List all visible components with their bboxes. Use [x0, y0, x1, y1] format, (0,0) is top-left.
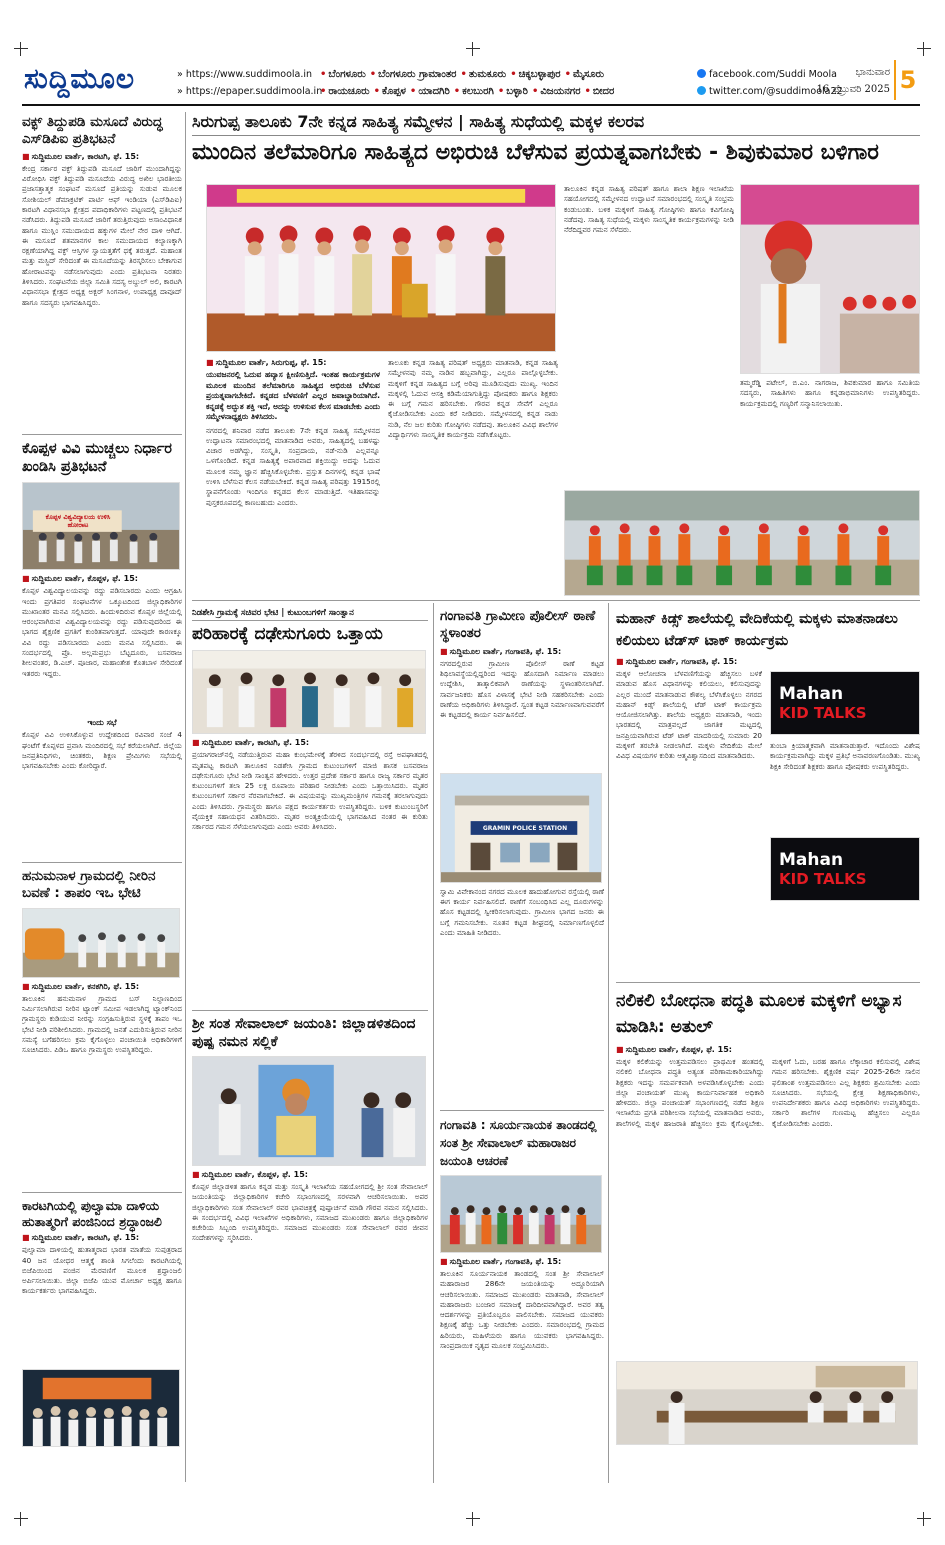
lead-story — [192, 112, 920, 597]
crop-mark — [466, 42, 480, 56]
district-item: • ಬೆಂಗಳೂರು ಗ್ರಾಮಾಂತರ — [370, 69, 457, 80]
story-body: ಪುಲ್ವಾಮಾ ದಾಳಿಯಲ್ಲಿ ಹುತಾತ್ಮರಾದ ಭಾರತ ಮಾತೆಯ ಸುಪುತ್ರರಾದ 40 ಜನ ಯೋಧರ ಆತ್ಮಕ್ಕೆ ಶಾಂತಿ ಸಿಗಲೆಂದು ಕಾರಟಗಿಯಲ್ಲಿ ಬಿಜೆಪಿಯಿಂದ ಪಂಜಿನ ಮೆರವಣಿಗೆ ಮೂಲಕ ಶ್ರದ್ಧಾಂಜಲಿ ಅರ್ಪಿಸಲಾಯಿತು. ಜಿಲ್ಲಾ ಬಿಜೆಪಿ ಯುವ ಮೋರ್ಚಾ ಅಧ್ಯಕ್ಷ ಹಾಗೂ ಕಾರ್ಯಕರ್ತರು ಭಾಗವಹಿಸಿದ್ದರು. — [22, 1245, 182, 1296]
protest-photo — [22, 482, 180, 570]
sevalal-celebration-photo — [440, 1175, 602, 1253]
mahan-kid-talks-banner — [770, 671, 920, 735]
lead-text-col-2 — [388, 358, 558, 594]
row-rule — [616, 982, 920, 983]
speaker-photo — [740, 184, 920, 374]
police-station-sign: GRAMIN POLICE STATION — [482, 824, 568, 832]
story-byline: ■ ಸುದ್ದಿಮೂಲ ವಾರ್ತೆ, ಕಾರಟಗಿ, ಫೆ. 15: — [22, 152, 182, 162]
sub-heading: ಇಂದು ಸಭೆ — [87, 718, 117, 728]
water-tank-photo — [22, 908, 180, 978]
left-story-4 — [22, 1198, 182, 1488]
story-byline: ■ ಸುದ್ದಿಮೂಲ ವಾರ್ತೆ, ಕೊಪ್ಪಳ, ಫೆ. 15: — [616, 1045, 920, 1055]
district-item: • ಕಲಬುರಗಿ — [454, 86, 494, 97]
mahan-banner-top: Mahan — [779, 850, 844, 870]
twitter-link[interactable]: twitter.com/@suddimoola22 — [709, 86, 843, 97]
column-rule — [608, 603, 609, 1483]
story-body: ತುಂಬಾ ಕ್ರಿಯಾತ್ಮಕವಾಗಿ ಮಾತನಾಡುತ್ತಾರೆ. ಇದೊಂದು ವಿಶೇಷ ಕಾರ್ಯಕ್ರಮವಾಗಿದ್ದು ಮಕ್ಕಳ ಪ್ರತಿಭೆ ಅನಾವರಣಗೊಂಡಿತು. ಮುಖ್ಯ ಶಿಕ್ಷಕಿ ಸೇರಿದಂತೆ ಶಿಕ್ಷಕರು ಹಾಗೂ ಪೋಷಕರು ಉಪಸ್ಥಿತರಿದ್ದರು. — [770, 741, 920, 771]
twitter-icon — [697, 86, 706, 95]
story-headline: ಕಾರಟಗಿಯಲ್ಲಿ ಪುಲ್ವಾಮಾ ದಾಳಿಯ ಹುತಾತ್ಮರಿಗೆ ಪಂಜಿನಿಂದ ಶ್ರದ್ಧಾಂಜಲಿ — [22, 1198, 162, 1229]
district-item: • ಬಳ್ಳಾರಿ — [498, 86, 528, 97]
story-body: ಕೇಂದ್ರ ಸರ್ಕಾರ ವಕ್ಫ್ ತಿದ್ದುಪಡಿ ಮಸೂದೆ ಜಾರಿಗೆ ಮುಂದಾಗಿದ್ದನ್ನು ವಿರೋಧಿಸಿ ವಕ್ಫ್ ತಿದ್ದುಪಡಿ ಮಸೂದೆಯ ವಿರುದ್ಧ ಅಖಿಲ ಭಾರತೀಯ ಪ್ರಜಾಸತ್ತಾತ್ಮಕ ಸಂಘಟನೆ ಮಸೂದೆ ಪ್ರತಿಯನ್ನು ಸುಡುವ ಮೂಲಕ ಸೋಶಿಯಲ್ ಡೆಮಾಕ್ರಟಿಕ್ ಪಾರ್ಟಿ ಆಫ್ ಇಂಡಿಯಾ (ಎಸ್‌ಡಿಪಿಐ) ಕಾರಟಗಿ ವಿಧಾನಸಭಾ ಕ್ಷೇತ್ರದ ಪದಾಧಿಕಾರಿಗಳು ಪಟ್ಟಣದಲ್ಲಿ ಪ್ರತಿಭಟನೆ ನಡೆಸಿದರು. ತಿದ್ದುಪಡಿ ಮಸೂದೆ ಜಾರಿಗೆ ತರುತ್ತಿರುವುದು ಅಸಾಂವಿಧಾನಿಕ ಹಾಗೂ ಮುಸ್ಲಿಂ ಸಮುದಾಯದ ಹಕ್ಕುಗಳ ಮೇಲೆ ನೇರ ದಾಳಿ ಆಗಿದೆ. ಈ ಮಸೂದೆ ಶತಮಾನಗಳ ಕಾಲ ಸಮುದಾಯದ ಕಲ್ಯಾಣಕ್ಕಾಗಿ ರಕ್ಷಣೆಯಾಗಿದ್ದ ವಕ್ಫ್ ಆಸ್ತಿಗಳ ಸ್ವಾಯತ್ತತೆಗೆ ಧಕ್ಕೆ ತರುತ್ತದೆ. ಮಹಾಂತ ಮತ್ತು ಮಸ್ಜಿದ್ ಸೇರಿದಂತೆ ಈ ಮಸೂದೆಯನ್ನು ತಿರಸ್ಕರಿಸಲು ಬೇಕಾಗುವ ಹೋರಾಟವನ್ನು ನಡೆಸಲಾಗುವುದು ಎಂದು ಪ್ರತಿಭಟನಾ ನಿರತರು ತಿಳಿಸಿದರು. ಸಂಘಟನೆಯ ಜಿಲ್ಲಾ ಸಮಿತಿ ಸದಸ್ಯ ಅಬ್ದುಲ್ ಅಲಿ, ಕಾರಟಗಿ ವಿಧಾನಸಭಾ ಕ್ಷೇತ್ರದ ಅಧ್ಯಕ್ಷ ಅಕ್ಬರ್ ಸಿಂಗನಾಳ, ಉಪಾಧ್ಯಕ್ಷ ದಾವೂದ್ ಹಾಗೂ ಸದಸ್ಯರು ಭಾಗವಹಿಸಿದ್ದರು. — [22, 163, 182, 307]
mahan-banner-top: Mahan — [779, 684, 844, 704]
row-rule — [22, 862, 182, 863]
district-item: • ತುಮಕೂರು — [460, 69, 506, 80]
story-headline: ಶ್ರೀ ಸಂತ ಸೇವಾಲಾಲ್ ಜಯಂತಿ: ಜಿಲ್ಲಾಡಳಿತದಿಂದ ಪುಷ್ಪ ನಮನ ಸಲ್ಲಿಕೆ — [192, 1016, 416, 1050]
crop-mark — [14, 1512, 28, 1526]
district-list — [320, 66, 690, 100]
story-headline: ಮಹಾನ್ ಕಿಡ್ಸ್ ಶಾಲೆಯಲ್ಲಿ ವೇದಿಕೆಯಲ್ಲಿ ಮಕ್ಕಳು ಮಾತನಾಡಲು ಕಲಿಯಲು ಟೆಡ್‌ಸ್ ಟಾಕ್ ಕಾರ್ಯಕ್ರಮ — [616, 611, 898, 649]
weekday: ಭಾನುವಾರ — [855, 67, 890, 78]
lead-text-col-1 — [206, 358, 380, 594]
mahan-banner-bottom: KID TALKS — [779, 704, 867, 722]
story-byline: ■ ಸುದ್ದಿಮೂಲ ವಾರ್ತೆ, ಕೊಪ್ಪಳ, ಫೆ. 15: — [22, 574, 182, 584]
story-byline: ■ ಸುದ್ದಿಮೂಲ ವಾರ್ತೆ, ಕಾರಟಗಿ, ಫೆ. 15: — [22, 1233, 182, 1243]
left-story-2 — [22, 440, 182, 860]
web-links — [177, 66, 322, 100]
lead-intro: ಯುವಜನರಲ್ಲಿ ಓದುವ ಹವ್ಯಾಸ ಕ್ಷೀಣಿಸುತ್ತಿದೆ. ಇಂತಹ ಕಾರ್ಯಕ್ರಮಗಳ ಮೂಲಕ ಮುಂದಿನ ತಲೆಮಾರಿಗೂ ಸಾಹಿತ್ಯದ ಅಭಿರುಚಿ ಬೆಳೆಸುವ ಪ್ರಯತ್ನವಾಗಬೇಕಿದೆ. ಕನ್ನಡದ ಬೆಳವಣಿಗೆ ಎಲ್ಲರ ಜವಾಬ್ದಾರಿಯಾಗಿದೆ. ಕನ್ನಡಕ್ಕೆ ಅದ್ಭುತ ಶಕ್ತಿ ಇದೆ, ಅದನ್ನು ಉಳಿಸುವ ಕೆಲಸ ಮಾಡಬೇಕು ಎಂದು ಸಮ್ಮೇಳನಾಧ್ಯಕ್ಷರು ತಿಳಿಸಿದರು. — [206, 370, 380, 421]
story-body: ತಾಲೂಕಿನ ಕನ್ನಡ ಸಾಹಿತ್ಯ ಪರಿಷತ್ ಹಾಗೂ ಶಾಲಾ ಶಿಕ್ಷಣ ಇಲಾಖೆಯ ಸಹಯೋಗದಲ್ಲಿ ಸಮ್ಮೇಳನದ ಉದ್ಘಾಟನೆ ಸಮಾರಂಭದಲ್ಲಿ ಸಂಸ್ಕೃತಿ ಸಂಭ್ರಮ ಕಂಡುಬಂತು. ಬಳಿಕ ಮಕ್ಕಳಿಗೆ ಸಾಹಿತ್ಯ ಗೋಷ್ಠಿಗಳು ಹಾಗೂ ಕವಿಗೋಷ್ಠಿ ನಡೆದವು. ಸಾಹಿತ್ಯ ಸುಧೆಯಲ್ಲಿ ಮಕ್ಕಳು ಸಾಂಸ್ಕೃತಿಕ ಕಾರ್ಯಕ್ರಮಗಳನ್ನು ನೀಡಿ ನೆರೆದಿದ್ದವರ ಗಮನ ಸೆಳೆದರು. — [564, 184, 734, 235]
issue-date — [812, 64, 890, 98]
district-item: • ಬೆಂಗಳೂರು — [320, 69, 366, 80]
story-headline: ಗಂಗಾವತಿ ಗ್ರಾಮೀಣ ಪೊಲೀಸ್ ಠಾಣೆ ಸ್ಥಳಾಂತರ — [440, 608, 596, 641]
story-body: ತಾಲೂಕಿನ ಸೂರ್ಯನಾಯಕ ತಾಂಡದಲ್ಲಿ ಸಂತ ಶ್ರೀ ಸೇವಾಲಾಲ್ ಮಹಾರಾಜರ 286ನೇ ಜಯಂತಿಯನ್ನು ಅದ್ದೂರಿಯಾಗಿ ಆಚರಿಸಲಾಯಿತು. ಸಮಾಜದ ಮುಖಂಡರು ಮಾತನಾಡಿ, ಸೇವಾಲಾಲ್ ಮಹಾರಾಜರು ಬಂಜಾರ ಸಮಾಜಕ್ಕೆ ದಾರಿದೀಪವಾಗಿದ್ದಾರೆ. ಅವರ ತತ್ವ ಆದರ್ಶಗಳನ್ನು ಪ್ರತಿಯೊಬ್ಬರೂ ಪಾಲಿಸಬೇಕು. ಸಮಾಜದ ಯುವಕರು ಶಿಕ್ಷಣಕ್ಕೆ ಹೆಚ್ಚು ಒತ್ತು ನೀಡಬೇಕು ಎಂದರು. ಸಮಾರಂಭದಲ್ಲಿ ಗ್ರಾಮದ ಹಿರಿಯರು, ಮಹಿಳೆಯರು ಹಾಗೂ ಯುವಕರು ಭಾಗವಹಿಸಿದ್ದರು. ಸಾಂಪ್ರದಾಯಿಕ ನೃತ್ಯದ ಮೂಲಕ ಸಂಭ್ರಮಿಸಿದರು. — [440, 1269, 604, 1351]
protest-banner-text: ಕೊಪ್ಪಳ ವಿಶ್ವವಿದ್ಯಾಲಯ ಉಳಿಸಿ ಹೋರಾಟ — [45, 513, 111, 530]
sub-body: ಕೊಪ್ಪಳ ವಿವಿ ಉಳಿಸಿಕೊಳ್ಳುವ ಉದ್ದೇಶದಿಂದ ರವಿವಾರ ಸಂಜೆ 4 ಘಂಟೆಗೆ ಕೊಪ್ಪಳದ ಪ್ರವಾಸಿ ಮಂದಿರದಲ್ಲಿ ಸಭೆ ಕರೆಯಲಾಗಿದೆ. ಜಿಲ್ಲೆಯ ಜನಪ್ರತಿನಿಧಿಗಳು, ಚಿಂತಕರು, ಶಿಕ್ಷಣ ಪ್ರೇಮಿಗಳು ಸಭೆಯಲ್ಲಿ ಭಾಗವಹಿಸಬೇಕು ಎಂದು ಕೋರಿದ್ದಾರೆ. — [22, 730, 182, 771]
story-headline: ಗಂಗಾವತಿ : ಸೂರ್ಯನಾಯಕ ತಾಂಡದಲ್ಲಿ ಸಂತ ಶ್ರೀ ಸೇವಾಲಾಲ್ ಮಹಾರಾಜರ ಜಯಂತಿ ಆಚರಣೆ — [440, 1118, 597, 1168]
mid-story-1 — [192, 608, 428, 1008]
story-kicker: ನಿಡಶೇಸಿ ಗ್ರಾಮಕ್ಕೆ ಸಚಿವರ ಭೇಟಿ | ಕುಟುಂಬಗಳಿಗೆ ಸಾಂತ್ವಾನ — [192, 608, 428, 621]
children-dance-photo — [564, 490, 920, 596]
crop-mark — [14, 42, 28, 56]
story-byline: ■ ಸುದ್ದಿಮೂಲ ವಾರ್ತೆ, ಗಂಗಾವತಿ, ಫೆ. 15: — [440, 1257, 604, 1267]
lead-headline: ಮುಂದಿನ ತಲೆಮಾರಿಗೂ ಸಾಹಿತ್ಯದ ಅಭಿರುಚಿ ಬೆಳೆಸುವ ಪ್ರಯತ್ನವಾಗಬೇಕು - ಶಿವುಕುಮಾರ ಬಳಿಗಾರ — [192, 140, 879, 165]
column-rule — [433, 603, 434, 1483]
police-station-photo — [440, 773, 602, 883]
story-body: ನಗರದಲ್ಲಿರುವ ಗ್ರಾಮೀಣ ಪೊಲೀಸ್ ಠಾಣೆ ಕಟ್ಟಡ ಶಿಥಿಲಾವಸ್ಥೆಯಲ್ಲಿದ್ದರಿಂದ ಇದನ್ನು ಹೊಸದಾಗಿ ನಿರ್ಮಾಣ ಮಾಡಲು ಉದ್ದೇಶಿಸಿ, ತಾತ್ಕಾಲಿಕವಾಗಿ ಠಾಣೆಯನ್ನು ಸ್ಥಳಾಂತರಿಸಲಾಗಿದೆ. ಸಾರ್ವಜನಿಕರು ಹೊಸ ವಿಳಾಸಕ್ಕೆ ಭೇಟಿ ನೀಡಿ ಸಹಕರಿಸಬೇಕು ಎಂದು ಠಾಣೆಯ ಅಧಿಕಾರಿಗಳು ತಿಳಿಸಿದ್ದಾರೆ. ಸ್ವಂತ ಕಟ್ಟಡ ನಿರ್ಮಾಣವಾಗುವವರೆಗೆ ಈ ಕಟ್ಟಡದಲ್ಲಿ ಕಾರ್ಯ ನಿರ್ವಹಿಸಲಿದೆ. — [440, 658, 604, 720]
newspaper-logo: ಸುದ್ದಿಮೂಲ — [24, 62, 136, 95]
story-body: ತಾಲೂಕಿನ ಹನುಮನಾಳ ಗ್ರಾಮದ ಬಸ್ ನಿಲ್ದಾಣದಿಂದ ನಿರ್ಮಿಸಲಾಗಿರುವ ನೀರಿನ ಟ್ಯಾಂಕ್ ಸಮೀಪ ಇಡಲಾಗಿದ್ದ ಟ್ಯಾಂಕ್‌ನಿಂದ ಗ್ರಾಮಸ್ಥರು ಕುಡಿಯುವ ನೀರನ್ನು ಸಂಗ್ರಹಿಸುತ್ತಿರುವ ಸ್ಥಳಕ್ಕೆ ತಾಪಂ ಇಒ ಭೇಟಿ ನೀಡಿ ಪರಿಶೀಲಿಸಿದರು. ಗ್ರಾಮದಲ್ಲಿ ಜನತೆ ಎದುರಿಸುತ್ತಿರುವ ನೀರಿನ ಸಮಸ್ಯೆ ಬಗೆಹರಿಸಲು ಕ್ರಮ ಕೈಗೊಳ್ಳಲು ಪಂಚಾಯಿತಿ ಅಧಿಕಾರಿಗಳಿಗೆ ಸೂಚಿಸಿದರು. ಪಿಡಿಒ ಹಾಗೂ ಗ್ರಾಮಸ್ಥರು ಉಪಸ್ಥಿತರಿದ್ದರು. — [22, 993, 182, 1055]
mid2-story-1 — [440, 608, 604, 1108]
district-item: • ಕೊಪ್ಪಳ — [374, 86, 406, 97]
story-body: ನಗರದಲ್ಲಿ ಶನಿವಾರ ನಡೆದ ತಾಲೂಕು 7ನೇ ಕನ್ನಡ ಸಾಹಿತ್ಯ ಸಮ್ಮೇಳನದ ಉದ್ಘಾಟನಾ ಸಮಾರಂಭದಲ್ಲಿ ಮಾತನಾಡಿದ ಅವರು, ಸಾಹಿತ್ಯದಲ್ಲಿ ಬಹಳಷ್ಟು ವಿಚಾರ ಅಡಗಿದ್ದು, ಸಂಸ್ಕೃತಿ, ಸಂಪ್ರದಾಯ, ನಡೆ-ನುಡಿ ಎಲ್ಲವನ್ನೂ ಒಳಗೊಂಡಿದೆ. ಕನ್ನಡ ಸಾಹಿತ್ಯಕ್ಕೆ ಅಪಾರವಾದ ಶಕ್ತಿಯಿದ್ದು ಅದನ್ನು ಓದುವ ಮೂಲಕ ನಮ್ಮ ಜ್ಞಾನ ಹೆಚ್ಚಿಸಿಕೊಳ್ಳಬೇಕು. ಪ್ರಸ್ತುತ ದಿನಗಳಲ್ಲಿ ಕನ್ನಡ ಭಾಷೆ ಉಳಿಸಿ ಬೆಳೆಸುವ ಕೆಲಸ ನಡೆಯಬೇಕಿದೆ. ಕನ್ನಡ ಸಾಹಿತ್ಯ ಪರಿಷತ್ತು 1915ರಲ್ಲಿ ಸ್ಥಾಪನೆಗೊಂಡು ಇಂದಿಗೂ ಕನ್ನಡದ ಕೆಲಸ ಮಾಡುತ್ತಿದೆ. ಇತಿಹಾಸವನ್ನು ಪುಸ್ತಕರೂಪದಲ್ಲಿ ಕಾಣಬಹುದು ಎಂದರು. — [206, 425, 380, 507]
story-headline: ನಲಿಕಲಿ ಬೋಧನಾ ಪದ್ಧತಿ ಮೂಲಕ ಮಕ್ಕಳಿಗೆ ಅಭ್ಯಾಸ ಮಾಡಿಸಿ: ಅತುಲ್ — [616, 991, 902, 1037]
story-byline: ■ ಸುದ್ದಿಮೂಲ ವಾರ್ತೆ, ಕನಕಗಿರಿ, ಫೆ. 15: — [22, 982, 182, 992]
review-meeting-photo — [616, 1361, 918, 1445]
row-rule — [22, 1192, 182, 1193]
crop-mark — [917, 42, 931, 56]
story-byline: ■ ಸುದ್ದಿಮೂಲ ವಾರ್ತೆ, ಕೊಪ್ಪಳ, ಫೆ. 15: — [192, 1170, 428, 1180]
right-story-1 — [616, 608, 920, 980]
story-byline: ■ ಸುದ್ದಿಮೂಲ ವಾರ್ತೆ, ಗಂಗಾವತಿ, ಫೆ. 15: — [440, 647, 604, 657]
lead-kicker: ಸಿರುಗುಪ್ಪ ತಾಲೂಕು 7ನೇ ಕನ್ನಡ ಸಾಹಿತ್ಯ ಸಮ್ಮೇಳನ | ಸಾಹಿತ್ಯ ಸುಧೆಯಲ್ಲಿ ಮಕ್ಕಳ ಕಲರವ — [192, 112, 920, 136]
crop-mark — [466, 1512, 480, 1526]
story-byline: ■ ಸುದ್ದಿಮೂಲ ವಾರ್ತೆ, ಕಾರಟಗಿ, ಫೆ. 15: — [192, 738, 428, 748]
story-body: ಮಕ್ಕಳ ಆಲೋಚನಾ ಬೆಳವಣಿಗೆಯನ್ನು ಹೆಚ್ಚಿಸಲು ಬಳಕೆ ಮಾಡುವ ಹೊಸ ವಿಧಾನಗಳನ್ನು ಕಲಿಯಲು, ಕಲಿಸುವುದನ್ನು ಎಲ್ಲರ ಮುಂದೆ ಮಾತನಾಡುವ ಕೌಶಲ್ಯ ಬೆಳೆಸಿಕೊಳ್ಳಲು ನಗರದ ಮಹಾನ್ ಕಿಡ್ಸ್ ಶಾಲೆಯಲ್ಲಿ ಟೆಡ್ ಟಾಕ್ ಕಾರ್ಯಕ್ರಮ ಆಯೋಜಿಸಲಾಗಿತ್ತು. ಶಾಲೆಯ ಅಧ್ಯಕ್ಷರು ಮಾತನಾಡಿ, ಇಂದು ಭಾರತದಲ್ಲಿ ಮಾತ್ರವಲ್ಲದೆ ಜಾಗತಿಕ ಮಟ್ಟದಲ್ಲಿ ಜನಪ್ರಿಯವಾಗಿರುವ ಟೆಡ್ ಟಾಕ್ ಮಾದರಿಯಲ್ಲಿ ಸುಮಾರು 20 ಮಕ್ಕಳಿಗೆ ತರಬೇತಿ ನೀಡಲಾಗಿದೆ. ಮಕ್ಕಳು ವೇದಿಕೆಯ ಮೇಲೆ ವಿವಿಧ ವಿಷಯಗಳ ಕುರಿತು ಆತ್ಮವಿಶ್ವಾಸದಿಂದ ಮಾತನಾಡಿದರು. — [616, 669, 762, 761]
district-item: • ರಾಯಚೂರು — [320, 86, 370, 97]
mid-story-2 — [192, 1016, 428, 1486]
story-body: ಸ್ವಾಮಿ ವಿವೇಕಾನಂದ ನಗರದ ಮೂಲಕ ಹಾದುಹೋಗುವ ರಸ್ತೆಯಲ್ಲಿ ಠಾಣೆ ಈಗ ಕಾರ್ಯ ನಿರ್ವಹಿಸಲಿದೆ. ಠಾಣೆಗೆ ಸಂಬಂಧಿಸಿದ ಎಲ್ಲ ದೂರುಗಳನ್ನು ಹೊಸ ಕಟ್ಟಡದಲ್ಲಿ ಸ್ವೀಕರಿಸಲಾಗುವುದು. ಗ್ರಾಮೀಣ ಭಾಗದ ಜನರು ಈ ಬಗ್ಗೆ ಗಮನಿಸಬೇಕು. ನೂತನ ಕಟ್ಟಡ ಶೀಘ್ರದಲ್ಲಿ ನಿರ್ಮಾಣಗೊಳ್ಳಲಿದೆ ಎಂದು ಮಾಹಿತಿ ನೀಡಿದರು. — [440, 886, 604, 937]
story-headline: ಹನುಮನಾಳ ಗ್ರಾಮದಲ್ಲಿ ನೀರಿನ ಬವಣೆ : ತಾಪಂ ಇಒ ಭೇಟಿ — [22, 868, 156, 901]
mid2-story-2 — [440, 1116, 604, 1486]
district-item: • ಚಿಕ್ಕಬಳ್ಳಾಪುರ — [510, 69, 560, 80]
district-item: • ಯಾದಗಿರಿ — [410, 86, 450, 97]
row-rule — [192, 600, 920, 601]
page-number: 5 — [894, 60, 920, 100]
story-headline: ಕೊಪ್ಪಳ ವಿವಿ ಮುಚ್ಚಲು ನಿರ್ಧಾರ ಖಂಡಿಸಿ ಪ್ರತಿಭಟನೆ — [22, 441, 172, 476]
website-link[interactable]: » https://www.suddimoola.in — [177, 66, 322, 83]
stage-inauguration-photo — [206, 184, 556, 352]
newspaper-page — [22, 58, 920, 1498]
story-headline: ವಕ್ಫ್ ತಿದ್ದುಪಡಿ ಮಸೂದೆ ವಿರುದ್ಧ ಎಸ್‌ಡಿಪಿಐ ಪ್ರತಿಭಟನೆ — [22, 114, 163, 147]
right-story-body-wrap — [616, 669, 920, 969]
facebook-icon — [697, 69, 706, 78]
right-story-2 — [616, 988, 920, 1488]
facebook-link[interactable]: facebook.com/Suddi Moola — [709, 69, 837, 80]
row-rule — [22, 434, 182, 435]
condolence-visit-photo — [192, 650, 426, 734]
mahan-banner-bottom: KID TALKS — [779, 870, 867, 888]
story-body: ಪ್ರಯಾಗರಾಜ್‌ನಲ್ಲಿ ನಡೆಯುತ್ತಿರುವ ಮಹಾ ಕುಂಭಮೇಳಕ್ಕೆ ತೆರಳಿದ ಸಂದರ್ಭದಲ್ಲಿ ರಸ್ತೆ ಅಪಘಾತದಲ್ಲಿ ಮೃತಪಟ್ಟ ಕಾರಟಗಿ ತಾಲೂಕಿನ ನಿಡಶೇಸಿ ಗ್ರಾಮದ ಕುಟುಂಬಗಳಿಗೆ ಮಾಜಿ ಶಾಸಕ ಬಸವರಾಜ ದಢೇಸುಗೂರು ಭೇಟಿ ನೀಡಿ ಸಾಂತ್ವನ ಹೇಳಿದರು. ಉತ್ತರ ಪ್ರದೇಶ ಸರ್ಕಾರ ಹಾಗೂ ರಾಜ್ಯ ಸರ್ಕಾರ ಮೃತರ ಕುಟುಂಬಗಳಿಗೆ ತಲಾ 25 ಲಕ್ಷ ರೂಪಾಯಿ ಪರಿಹಾರ ನೀಡಬೇಕು ಎಂದು ಒತ್ತಾಯಿಸಿದರು. ಮೃತರ ಕುಟುಂಬಗಳಿಗೆ ಸರ್ಕಾರ ನೆರವಾಗಬೇಕಿದೆ. ಈ ವಿಷಯವನ್ನು ಮುಖ್ಯಮಂತ್ರಿಗಳ ಗಮನಕ್ಕೆ ತರಲಾಗುವುದು ಎಂದು ತಿಳಿಸಿದರು. ಗ್ರಾಮಸ್ಥರು ಹಾಗೂ ಪಕ್ಷದ ಕಾರ್ಯಕರ್ತರು ಉಪಸ್ಥಿತರಿದ್ದರು. ಬಳಿಕ ಕುಟುಂಬಸ್ಥರಿಗೆ ವೈಯಕ್ತಿಕ ಸಹಾಯಧನ ವಿತರಿಸಿದರು. ಮೃತರ ಅಂತ್ಯಕ್ರಿಯೆಯಲ್ಲಿ ಭಾಗವಹಿಸಿದ ನಂತರ ಈ ಕುರಿತು ಸರ್ಕಾರದ ಗಮನ ಸೆಳೆಯಲಾಗುವುದು ಎಂದು ಅವರು ತಿಳಿಸಿದರು. — [192, 750, 428, 832]
story-body: ಮಕ್ಕಳ ಕಲಿಕೆಯನ್ನು ಉತ್ತಮಪಡಿಸಲು ಪ್ರಾಥಮಿಕ ಹಂತದಲ್ಲಿ ನಲಿಕಲಿ ಬೋಧನಾ ಪದ್ಧತಿ ಅತ್ಯಂತ ಪರಿಣಾಮಕಾರಿಯಾಗಿದ್ದು ಶಿಕ್ಷಕರು ಇದನ್ನು ಸಮರ್ಪಕವಾಗಿ ಅಳವಡಿಸಿಕೊಳ್ಳಬೇಕು ಎಂದು ಜಿಲ್ಲಾ ಪಂಚಾಯತ್ ಮುಖ್ಯ ಕಾರ್ಯನಿರ್ವಾಹಕ ಅಧಿಕಾರಿ ಹೇಳಿದರು. ಜಿಲ್ಲಾ ಪಂಚಾಯತ್ ಸಭಾಂಗಣದಲ್ಲಿ ನಡೆದ ಶಿಕ್ಷಣ ಇಲಾಖೆಯ ಪ್ರಗತಿ ಪರಿಶೀಲನಾ ಸಭೆಯಲ್ಲಿ ಮಾತನಾಡಿದ ಅವರು, ಶಾಲೆಗಳಲ್ಲಿ ಮಕ್ಕಳ ಹಾಜರಾತಿ ಹೆಚ್ಚಿಸಲು ಕ್ರಮ ಕೈಗೊಳ್ಳಬೇಕು. ಮಕ್ಕಳಿಗೆ ಓದು, ಬರಹ ಹಾಗೂ ಲೆಕ್ಕಾಚಾರ ಕಲಿಸುವಲ್ಲಿ ವಿಶೇಷ ಗಮನ ಹರಿಸಬೇಕು. ಶೈಕ್ಷಣಿಕ ವರ್ಷ 2025-26ನೇ ಸಾಲಿನ ಫಲಿತಾಂಶ ಉತ್ತಮಪಡಿಸಲು ಎಲ್ಲ ಶಿಕ್ಷಕರು ಶ್ರಮಿಸಬೇಕು ಎಂದು ಸೂಚಿಸಿದರು. ಸಭೆಯಲ್ಲಿ ಕ್ಷೇತ್ರ ಶಿಕ್ಷಣಾಧಿಕಾರಿಗಳು, ಉಪನಿರ್ದೇಶಕರು ಹಾಗೂ ವಿವಿಧ ಅಧಿಕಾರಿಗಳು ಉಪಸ್ಥಿತರಿದ್ದರು. ಸರ್ಕಾರಿ ಶಾಲೆಗಳ ಗುಣಮಟ್ಟ ಹೆಚ್ಚಿಸಲು ಎಲ್ಲರೂ ಕೈಜೋಡಿಸಬೇಕು ಎಂದರು. — [616, 1057, 920, 1128]
story-byline: ■ ಸುದ್ದಿಮೂಲ ವಾರ್ತೆ, ಗಂಗಾವತಿ, ಫೆ. 15: — [616, 657, 920, 667]
story-body: ಕೊಪ್ಪಳ ಜಿಲ್ಲಾಡಳಿತ ಹಾಗೂ ಕನ್ನಡ ಮತ್ತು ಸಂಸ್ಕೃತಿ ಇಲಾಖೆಯ ಸಹಯೋಗದಲ್ಲಿ ಶ್ರೀ ಸಂತ ಸೇವಾಲಾಲ್ ಜಯಂತಿಯನ್ನು ಜಿಲ್ಲಾಧಿಕಾರಿಗಳ ಕಚೇರಿ ಸಭಾಂಗಣದಲ್ಲಿ ಸರಳವಾಗಿ ಆಚರಿಸಲಾಯಿತು. ಅಪರ ಜಿಲ್ಲಾಧಿಕಾರಿಗಳು ಸಂತ ಸೇವಾಲಾಲ್ ರವರ ಭಾವಚಿತ್ರಕ್ಕೆ ಪುಷ್ಪಾರ್ಚನೆ ಮಾಡಿ ಗೌರವ ನಮನ ಸಲ್ಲಿಸಿದರು. ಈ ಸಂದರ್ಭದಲ್ಲಿ ವಿವಿಧ ಇಲಾಖೆಗಳ ಅಧಿಕಾರಿಗಳು, ಸಮಾಜದ ಮುಖಂಡರು ಹಾಗೂ ಜಿಲ್ಲಾಧಿಕಾರಿಗಳ ಕಚೇರಿಯ ಸಿಬ್ಬಂದಿ ಉಪಸ್ಥಿತರಿದ್ದರು. ಸಮಾಜದ ಮುಖಂಡರು ಸಂತ ಸೇವಾಲಾಲ್ ರವರ ಜೀವನ ಸಂದೇಶಗಳನ್ನು ಸ್ಮರಿಸಿದರು. — [192, 1182, 428, 1243]
left-story-3 — [22, 868, 182, 1190]
story-body: ಕೊಪ್ಪಳ ವಿಶ್ವವಿದ್ಯಾಲಯವನ್ನು ರದ್ದು ಪಡಿಸಬಾರದು ಎಂದು ಆಗ್ರಹಿಸಿ ಇಂದು ಪ್ರಗತಿಪರ ಸಂಘಟನೆಗಳ ಒಕ್ಕೂಟದಿಂದ ಜಿಲ್ಲಾಧಿಕಾರಿಗಳ ಮುಖಾಂತರ ಮನವಿ ಸಲ್ಲಿಸಿದರು. ಹಿಂದುಳಿದಿರುವ ಕೊಪ್ಪಳ ಜಿಲ್ಲೆಯಲ್ಲಿ ಆರಂಭವಾಗಿರುವ ವಿಶ್ವವಿದ್ಯಾಲಯವನ್ನು ರದ್ದು ಪಡಿಸುವುದರಿಂದ ಈ ಭಾಗದ ಶೈಕ್ಷಣಿಕ ಪ್ರಗತಿಗೆ ಕುಂಠಿತವಾಗುತ್ತದೆ. ಯಾವುದೇ ಕಾರಣಕ್ಕೂ ವಿವಿ ರದ್ದು ಪಡಿಸಬಾರದು ಎಂದು ಮನವಿ ಸಲ್ಲಿಸಿದರು. ಈ ಸಂದರ್ಭದಲ್ಲಿ ಪ್ರೊ. ಅಲ್ಲಮಪ್ರಭು ಬೆಟ್ಟದೂರು, ಬಸವರಾಜ ಶೀಲವಂತರ, ಡಿ.ಎಚ್. ಪೂಜಾರ, ಮಹಾಂತೇಶ ಕೊತಬಾಳ ಸೇರಿದಂತೆ ಇತರರು ಇದ್ದರು. — [22, 586, 182, 678]
lead-text-col-4 — [740, 378, 920, 488]
district-item: • ವಿಜಯನಗರ — [532, 86, 581, 97]
lead-text-col-3 — [564, 184, 734, 344]
district-item: • ಮೈಸೂರು — [565, 69, 605, 80]
story-headline: ಪರಿಹಾರಕ್ಕೆ ದಢೇಸುಗೂರು ಒತ್ತಾಯ — [192, 624, 383, 644]
left-story-1 — [22, 114, 182, 432]
story-byline: ■ ಸುದ್ದಿಮೂಲ ವಾರ್ತೆ, ಸಿರುಗುಪ್ಪ, ಫೆ. 15: — [206, 358, 380, 368]
column-rule — [185, 112, 186, 1482]
candle-march-photo — [22, 1369, 180, 1447]
masthead — [22, 58, 920, 106]
row-rule — [192, 1010, 428, 1011]
sevalal-tribute-photo — [192, 1056, 426, 1166]
crop-mark — [917, 1512, 931, 1526]
date: 16 ಫೆಬ್ರುವರಿ 2025 — [816, 84, 890, 95]
story-body: ತಮ್ಮರೆಡ್ಡಿ ಪಟೇಲ್, ಬಿ.ಎಂ. ನಾಗರಾಜ, ಶಿವಕುಮಾರ ಹಾಗೂ ಸಮಿತಿಯ ಸದಸ್ಯರು, ಸಾಹಿತಿಗಳು ಹಾಗೂ ಕನ್ನಡಾಭಿಮಾನಿಗಳು ಉಪಸ್ಥಿತರಿದ್ದರು. ಕಾರ್ಯಕ್ರಮದಲ್ಲಿ ಗಣ್ಯರಿಗೆ ಸನ್ಮಾನಿಸಲಾಯಿತು. — [740, 378, 920, 408]
district-item: • ಬೀದರ — [584, 86, 614, 97]
row-rule — [440, 1110, 604, 1111]
mahan-kid-talks-banner-2 — [770, 837, 920, 901]
story-body: ತಾಲೂಕು ಕನ್ನಡ ಸಾಹಿತ್ಯ ಪರಿಷತ್ ಅಧ್ಯಕ್ಷರು ಮಾತನಾಡಿ, ಕನ್ನಡ ಸಾಹಿತ್ಯ ಸಮ್ಮೇಳನವು ನಮ್ಮ ನಾಡಿನ ಹಬ್ಬವಾಗಿದ್ದು, ಎಲ್ಲರೂ ಪಾಲ್ಗೊಳ್ಳಬೇಕು. ಮಕ್ಕಳಿಗೆ ಕನ್ನಡ ಸಾಹಿತ್ಯದ ಬಗ್ಗೆ ಅರಿವು ಮೂಡಿಸುವುದು ಮುಖ್ಯ. ಇಂದಿನ ಮಕ್ಕಳಲ್ಲಿ ಓದುವ ಆಸಕ್ತಿ ಕಡಿಮೆಯಾಗುತ್ತಿದ್ದು ಪೋಷಕರು ಹಾಗೂ ಶಿಕ್ಷಕರು ಈ ಬಗ್ಗೆ ಗಮನ ಹರಿಸಬೇಕು. ಗೌರವ ಕನ್ನಡ ಸೇವೆಗೆ ಎಲ್ಲರೂ ಕೈಜೋಡಿಸಬೇಕು ಎಂದು ಕರೆ ನೀಡಿದರು. ಸಮ್ಮೇಳನದಲ್ಲಿ ಕನ್ನಡ ನಾಡು ನುಡಿ, ನೆಲ ಜಲ ಕುರಿತು ಗೋಷ್ಠಿಗಳು ನಡೆದವು. ತಾಲೂಕಿನ ವಿವಿಧ ಶಾಲೆಗಳ ವಿದ್ಯಾರ್ಥಿಗಳು ಸಾಂಸ್ಕೃತಿಕ ಕಾರ್ಯಕ್ರಮ ನಡೆಸಿಕೊಟ್ಟರು. — [388, 358, 558, 440]
epaper-link[interactable]: » https://epaper.suddimoola.in — [177, 83, 322, 100]
